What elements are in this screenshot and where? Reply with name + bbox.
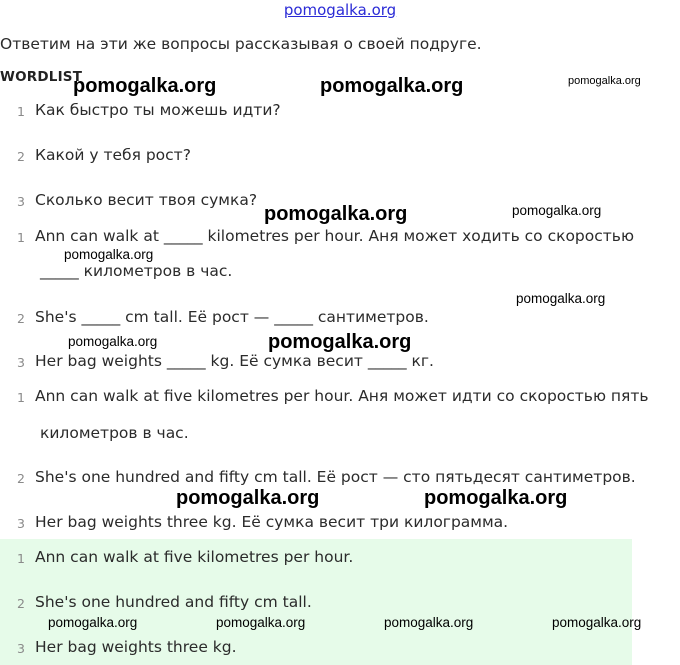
question-text: Сколько весит твоя сумка?: [35, 191, 258, 209]
watermark: pomogalka.org: [516, 291, 606, 306]
answer-text-line1: Ann can walk at five kilometres per hour. Аня может идти со скоростью пять: [35, 387, 649, 405]
highlighted-text: Ann can walk at five kilometres per hour.: [35, 548, 354, 566]
template-text: She's _____ cm tall. Её рост — _____ сантиметров.: [35, 308, 429, 326]
watermark: pomogalka.org: [320, 75, 464, 97]
answer-text-line2: километров в час.: [40, 424, 189, 442]
template-text: Her bag weights _____ kg. Её сумка весит _____ кг.: [35, 352, 434, 370]
watermark: pomogalka.org: [216, 615, 306, 630]
item-number: 1: [17, 230, 25, 245]
wordlist-label: WORDLIST: [0, 69, 83, 85]
watermark: pomogalka.org: [68, 334, 158, 349]
item-number: 1: [17, 104, 25, 119]
item-number: 3: [17, 194, 25, 209]
intro-text: Ответим на эти же вопросы рассказывая о своей подруге.: [0, 35, 482, 53]
highlighted-text: She's one hundred and fifty cm tall.: [35, 593, 312, 611]
watermark: pomogalka.org: [552, 615, 642, 630]
item-number: 1: [17, 390, 25, 405]
item-number: 3: [17, 516, 25, 531]
watermark: pomogalka.org: [268, 331, 412, 353]
item-number: 1: [17, 551, 25, 566]
watermark: pomogalka.org: [264, 203, 408, 225]
watermark: pomogalka.org: [73, 75, 217, 97]
template-text-line2: _____ километров в час.: [40, 262, 233, 280]
item-number: 3: [17, 641, 25, 656]
item-number: 2: [17, 311, 25, 326]
watermark: pomogalka.org: [48, 615, 138, 630]
item-number: 2: [17, 596, 25, 611]
watermark: pomogalka.org: [384, 615, 474, 630]
watermark: pomogalka.org: [424, 487, 568, 509]
watermark: pomogalka.org: [64, 247, 154, 262]
item-number: 2: [17, 471, 25, 486]
watermark: pomogalka.org: [512, 203, 602, 218]
item-number: 2: [17, 149, 25, 164]
answer-text: Her bag weights three kg. Её сумка весит три килограмма.: [35, 513, 509, 531]
watermark: pomogalka.org: [568, 75, 641, 87]
question-text: Как быстро ты можешь идти?: [35, 101, 281, 119]
highlighted-text: Her bag weights three kg.: [35, 638, 237, 656]
template-text-line1: Ann can walk at _____ kilometres per hour. Аня может ходить со скоростью: [35, 227, 634, 245]
item-number: 3: [17, 355, 25, 370]
question-text: Какой у тебя рост?: [35, 146, 191, 164]
answer-text: She's one hundred and fifty cm tall. Её рост — сто пятьдесят сантиметров.: [35, 468, 636, 486]
header-site-link[interactable]: pomogalka.org: [283, 1, 397, 19]
watermark: pomogalka.org: [176, 487, 320, 509]
